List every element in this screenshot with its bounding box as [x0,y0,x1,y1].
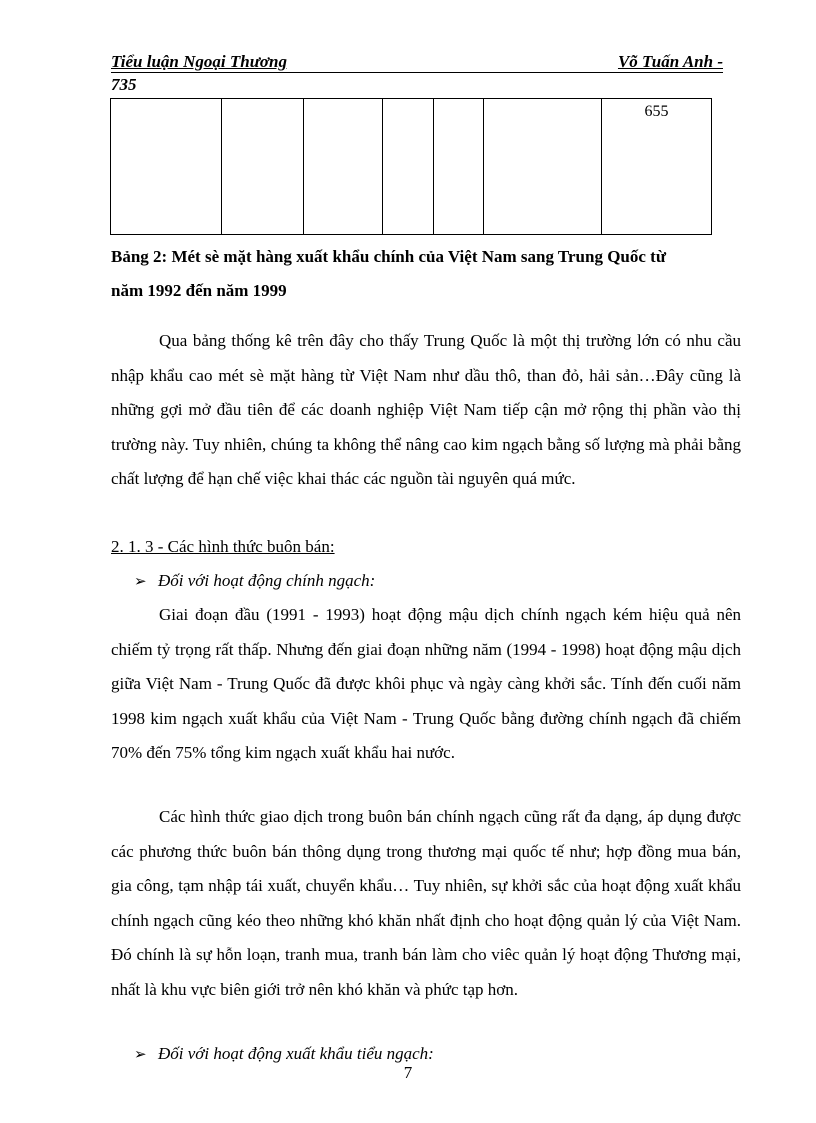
arrow-bullet-icon: ➢ [134,1047,147,1063]
section-heading: 2. 1. 3 - Các hình thức buôn bán: [111,537,335,556]
table-cell [222,99,304,235]
paragraph-trade-forms: Các hình thức giao dịch trong buôn bán chính ngạch cũng rất đa dạng, áp dụng được các phương thức buôn bán thông dụng trong thương mại quốc tế như; hợp đồng mua bán, gia công, tạm nhập tái xuất, chuyển khẩu… Tuy nhiên, sự khởi sắc của hoạt động xuất khẩu chính ngạch cũng kéo theo những khó khăn nhất định cho hoạt động quản lý của Việt Nam. Đó chính là sự hỗn loạn, tranh mua, tranh bán làm cho viêc quản lý hoạt động Thương mại, nhất là khu vực biên giới trở nên khó khăn và phức tạp hơn. [111,807,741,999]
table-cell [304,99,383,235]
table-cell [111,99,222,235]
table-cell [434,99,484,235]
table-cell-value: 655 [602,99,712,235]
paragraph-summary: Qua bảng thống kê trên đây cho thấy Trung Quốc là một thị trường lớn có nhu cầu nhập khẩu cao mét sè mặt hàng từ Việt Nam như dầu thô, than đỏ, hải sản…Đây cũng là những gợi mở đầu tiên để các doanh nghiệp Việt Nam tiếp cận mở rộng thị phần vào thị trường này. Tuy nhiên, chúng ta không thể nâng cao kim ngạch bằng số lượng mà phải bằng chất lượng để hạn chế việc khai thác các nguồn tài nguyên quá mức. [111,331,741,488]
arrow-bullet-icon: ➢ [134,574,147,590]
table-row [111,99,712,235]
header-author: Võ Tuấn Anh - [617,52,723,71]
bullet-label: Đối với hoạt động xuất khẩu tiểu ngạch: [158,1044,434,1063]
caption-line-2: năm 1992 đến năm 1999 [111,281,287,300]
page-header [111,52,723,73]
bullet-official-trade [134,569,375,594]
table-cell [383,99,434,235]
header-continuation: 735 [111,75,137,94]
table-cell [484,99,602,235]
table-caption [111,240,751,308]
page-number: 7 [403,1063,413,1082]
header-title: Tiểu luận Ngoại Thương [111,52,287,71]
export-table-fragment [110,98,712,235]
paragraph-official-trade: Giai đoạn đầu (1991 - 1993) hoạt động mậu dịch chính ngạch kém hiệu quả nên chiếm tỷ trọng rất thấp. Nhưng đến giai đoạn những năm (1994 - 1998) hoạt động mậu dịch giữa Việt Nam - Trung Quốc đã được khôi phục và ngày càng khởi sắc. Tính đến cuối năm 1998 kim ngạch xuất khẩu của Việt Nam - Trung Quốc bằng đường chính ngạch đã chiếm 70% đến 75% tổng kim ngạch xuất khẩu hai nước. [111,605,741,762]
bullet-label: Đối với hoạt động chính ngạch: [158,571,376,590]
caption-line-1: Bảng 2: Mét sè mặt hàng xuất khẩu chính của Việt Nam sang Trung Quốc từ [111,247,667,266]
